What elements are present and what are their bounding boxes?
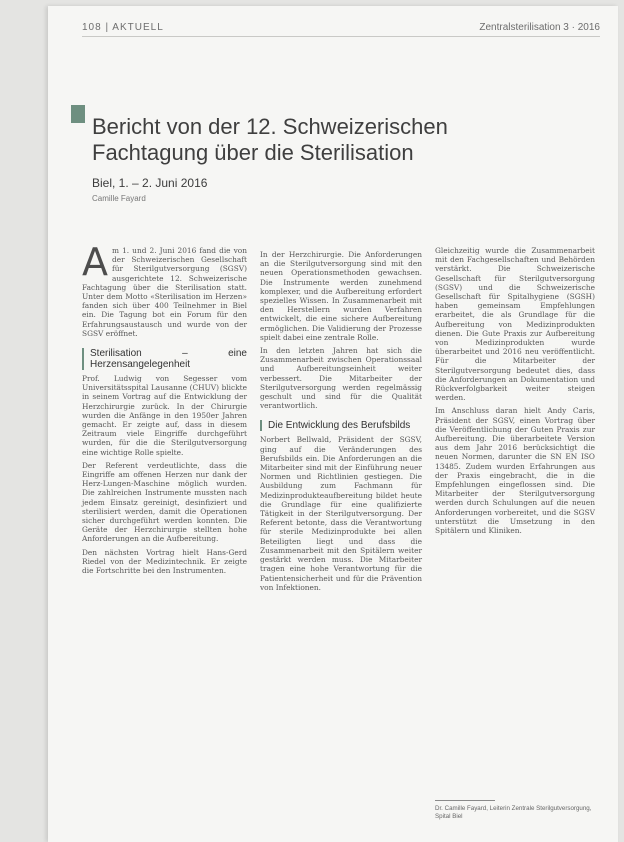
journal-label: Zentralsterilisation 3 · 2016 bbox=[479, 22, 600, 33]
column-3 bbox=[435, 246, 595, 539]
column-2 bbox=[260, 250, 422, 596]
body-paragraph: In der Herzchirurgie. Die Anforderungen an die Sterilgutversorgung sind mit den neuen Operationsmethoden gewachsen. Die Instrumente werden zunehmend komplexer, und die Aufbereitung erfordert spezielles Wissen. In Zusammenarbeit mit den Herstellern wurden Verfahren entwickelt, die eine sichere Aufbereitung ermöglichen. Die Validierung der Prozesse spielt dabei eine zentrale Rolle. bbox=[260, 250, 422, 342]
section-label: 108 | AKTUELL bbox=[82, 22, 164, 33]
drop-cap: A bbox=[82, 240, 108, 284]
body-paragraph: Der Referent verdeutlichte, dass die Eingriffe am offenen Herzen nur dank der Herz-Lungen-Maschine möglich wurden. Die zahlreichen Instrumente mussten nach jedem Einsatz gereinigt, desinfiziert und sterilisiert werden, damit die Operationen sicher durchgeführt werden konnten. Die Geräte der Herzchirurgie stellten hohe Anforderungen an die Aufbereitung. bbox=[82, 460, 247, 544]
magazine-page bbox=[48, 6, 618, 842]
author-footnote: Dr. Camille Fayard, Leiterin Zentrale Sterilgutversorgung, Spital Biel bbox=[435, 805, 592, 820]
body-paragraph: Norbert Bellwald, Präsident der SGSV, ging auf die Veränderungen des Berufsbilds ein. Die Anforderungen an die Mitarbeiter sind mit der Einführung neuer Normen und Richtlinien gestiegen. Die Ausbildung zum Fachmann für Medizinprodukteaufbereitung bildet heute die Grundlage für eine qualifizierte Tätigkeit in der Sterilgutversorgung. Der Referent betonte, dass die Verantwortung für sterile Medizinprodukte bei allen Beteiligten liegt und dass die Zusammenarbeit mit den Spitälern weiter gestärkt werden muss. Die Mitarbeiter tragen eine hohe Verantwortung für die Patientensicherheit und für die Prävention von Infektionen. bbox=[260, 435, 422, 592]
footnote-divider bbox=[435, 800, 495, 801]
section-heading: Die Entwicklung des Berufsbilds bbox=[260, 420, 422, 431]
section-heading: Sterilisation – eine Herzensangelegenheit bbox=[82, 348, 247, 370]
article-subtitle: Biel, 1. – 2. Juni 2016 bbox=[92, 176, 208, 190]
column-1 bbox=[82, 240, 247, 579]
body-paragraph: In den letzten Jahren hat sich die Zusammenarbeit zwischen Operationssaal und Aufbereitungseinheit weiter verbessert. Die Mitarbeiter der Sterilgutversorgung werden regelmässig geschult und sind für die Qualität verantwortlich. bbox=[260, 346, 422, 411]
article-author: Camille Fayard bbox=[92, 194, 146, 203]
article-title: Bericht von der 12. Schweizerischen Fachtagung über die Sterilisation bbox=[92, 113, 448, 165]
body-paragraph: Im Anschluss daran hielt Andy Caris, Präsident der SGSV, einen Vortrag über die Veröffentlichung der Guten Praxis zur Aufbereitung. Die überarbeitete Version aus dem Jahr 2016 berücksichtigt die neuen Normen, darunter die SN EN ISO 13485. Zudem wurden Erfahrungen aus der Praxis eingebracht, die in die Empfehlungen eingeflossen sind. Die Mitarbeiter der Sterilgutversorgung werden durch Schulungen auf die neuen Anforderungen vorbereitet, und die SGSV unterstützt die Umsetzung in den Spitälern und Kliniken. bbox=[435, 406, 595, 536]
body-paragraph: Den nächsten Vortrag hielt Hans-Gerd Riedel von der Medizintechnik. Er zeigte die Fortschritte bei den Instrumenten. bbox=[82, 547, 247, 576]
body-paragraph: Prof. Ludwig von Segesser vom Universitätsspital Lausanne (CHUV) blickte in seinem Vortrag auf die Entwicklung der Herzchirurgie zurück. In der Chirurgie wurden die Anfänge in den 1950er Jahren gemacht. Er zeigte auf, dass in diesem Zeitraum viele Eingriffe durchgeführt wurden, für die die Sterilgutversorgung eine wichtige Rolle spielte. bbox=[82, 374, 247, 457]
title-accent-bar bbox=[71, 105, 85, 123]
body-paragraph: Gleichzeitig wurde die Zusammenarbeit mit den Fachgesellschaften und Behörden verstärkt. Die Schweizerische Gesellschaft für Sterilgutversorgung (SGSV) und die Schweizerische Gesellschaft für Spitalhygiene (SGSH) haben gemeinsam Empfehlungen erarbeitet, die als Grundlage für die Aufbereitung von Medizinprodukten dienen. Die Gute Praxis zur Aufbereitung von Medizinprodukten wurde überarbeitet und 2016 neu veröffentlicht. Für die Mitarbeiter der Sterilgutversorgung bedeutet dies, dass die Anforderungen an Dokumentation und Rückverfolgbarkeit weiter steigen werden. bbox=[435, 246, 595, 403]
intro-paragraph: Am 1. und 2. Juni 2016 fand die von der Schweizerischen Gesellschaft für Sterilgutversorgung (SGSV) ausgerichtete 12. Schweizerische Fachtagung über die Sterilisation statt. Unter dem Motto «Sterilisation im Herzen» fanden sich über 400 Teilnehmer in Biel ein. Die Tagung bot ein Forum für den Erfahrungsaustausch und wurde von der SGSV eröffnet. bbox=[82, 240, 247, 338]
page-header bbox=[82, 20, 600, 37]
